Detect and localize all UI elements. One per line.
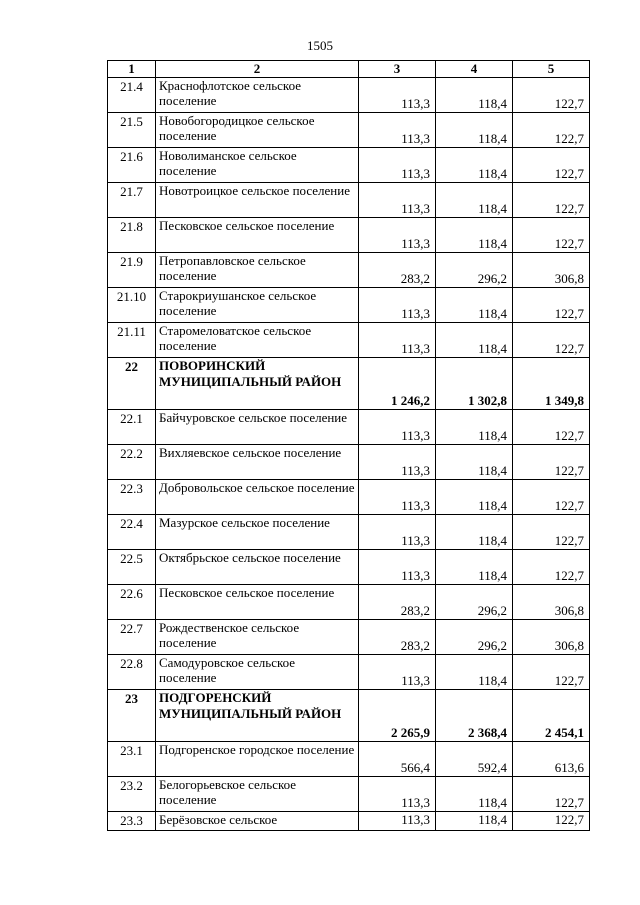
row-number-cell: 22.4 [108, 515, 156, 550]
value-col5-cell: 122,7 [513, 78, 590, 113]
value-col4-cell: 118,4 [436, 515, 513, 550]
value-col5-cell: 122,7 [513, 480, 590, 515]
value-col4-cell: 118,4 [436, 655, 513, 690]
value-col3-cell: 113,3 [359, 777, 436, 812]
value-col4-cell: 118,4 [436, 777, 513, 812]
value-col5-cell: 306,8 [513, 585, 590, 620]
value-col4-cell: 118,4 [436, 410, 513, 445]
value-col5-cell: 122,7 [513, 410, 590, 445]
table-row [108, 218, 590, 253]
page-number: 1505 [307, 38, 333, 53]
table-row [108, 445, 590, 480]
row-number-cell: 22.1 [108, 410, 156, 445]
table-row [108, 410, 590, 445]
row-name-cell: Берёзовское сельское [156, 812, 359, 831]
row-name-cell: Песковское сельское поселение [156, 585, 359, 620]
row-name-cell: Песковское сельское поселение [156, 218, 359, 253]
row-name-cell: Старомеловатское сельское поселение [156, 323, 359, 358]
header-row [108, 61, 590, 78]
value-col5-cell: 306,8 [513, 253, 590, 288]
row-number-cell: 21.7 [108, 183, 156, 218]
value-col5-cell: 122,7 [513, 445, 590, 480]
value-col5-cell: 122,7 [513, 323, 590, 358]
budget-table [107, 60, 590, 831]
row-name-cell: Подгоренское городское поселение [156, 742, 359, 777]
row-name-cell: Новотроицкое сельское поселение [156, 183, 359, 218]
value-col4-cell: 118,4 [436, 183, 513, 218]
row-number-cell: 23.1 [108, 742, 156, 777]
value-col4-cell: 2 368,4 [436, 690, 513, 742]
table-row [108, 288, 590, 323]
value-col3-cell: 113,3 [359, 445, 436, 480]
value-col3-cell: 283,2 [359, 253, 436, 288]
table-row [108, 253, 590, 288]
table-row [108, 812, 590, 831]
value-col3-cell: 566,4 [359, 742, 436, 777]
table-row [108, 777, 590, 812]
value-col3-cell: 113,3 [359, 515, 436, 550]
table-header [108, 61, 590, 78]
value-col5-cell: 2 454,1 [513, 690, 590, 742]
row-name-cell: ПОДГОРЕНСКИЙ МУНИЦИПАЛЬНЫЙ РАЙОН [156, 690, 359, 742]
value-col3-cell: 113,3 [359, 78, 436, 113]
district-row [108, 690, 590, 742]
row-name-cell: Белогорьевское сельское поселение [156, 777, 359, 812]
value-col3-cell: 1 246,2 [359, 358, 436, 410]
value-col3-cell: 113,3 [359, 323, 436, 358]
row-name-cell: Новолиманское сельское поселение [156, 148, 359, 183]
row-number-cell: 23.3 [108, 812, 156, 831]
value-col5-cell: 1 349,8 [513, 358, 590, 410]
table-row [108, 515, 590, 550]
row-number-cell: 22.6 [108, 585, 156, 620]
value-col4-cell: 118,4 [436, 218, 513, 253]
value-col3-cell: 113,3 [359, 655, 436, 690]
row-name-cell: Краснофлотское сельское поселение [156, 78, 359, 113]
value-col5-cell: 122,7 [513, 655, 590, 690]
value-col4-cell: 118,4 [436, 323, 513, 358]
value-col4-cell: 118,4 [436, 78, 513, 113]
value-col3-cell: 113,3 [359, 288, 436, 323]
value-col3-cell: 113,3 [359, 113, 436, 148]
row-number-cell: 22.5 [108, 550, 156, 585]
table-row [108, 655, 590, 690]
row-number-cell: 22 [108, 358, 156, 410]
value-col4-cell: 118,4 [436, 288, 513, 323]
value-col4-cell: 296,2 [436, 585, 513, 620]
row-name-cell: Новобогородицкое сельское поселение [156, 113, 359, 148]
row-name-cell: Старокриушанское сельское поселение [156, 288, 359, 323]
value-col3-cell: 2 265,9 [359, 690, 436, 742]
value-col3-cell: 113,3 [359, 550, 436, 585]
row-number-cell: 23.2 [108, 777, 156, 812]
column-header-4: 4 [436, 61, 513, 78]
value-col3-cell: 113,3 [359, 183, 436, 218]
table-body [108, 78, 590, 831]
row-name-cell: Рождественское сельское поселение [156, 620, 359, 655]
row-number-cell: 22.3 [108, 480, 156, 515]
row-name-cell: Самодуровское сельское поселение [156, 655, 359, 690]
column-header-1: 1 [108, 61, 156, 78]
value-col5-cell: 122,7 [513, 288, 590, 323]
row-number-cell: 22.7 [108, 620, 156, 655]
value-col3-cell: 113,3 [359, 148, 436, 183]
value-col5-cell: 122,7 [513, 812, 590, 831]
row-number-cell: 21.11 [108, 323, 156, 358]
table-row [108, 550, 590, 585]
row-name-cell: ПОВОРИНСКИЙ МУНИЦИПАЛЬНЫЙ РАЙОН [156, 358, 359, 410]
value-col4-cell: 1 302,8 [436, 358, 513, 410]
row-number-cell: 21.8 [108, 218, 156, 253]
value-col4-cell: 118,4 [436, 445, 513, 480]
value-col4-cell: 296,2 [436, 620, 513, 655]
value-col3-cell: 113,3 [359, 410, 436, 445]
district-row [108, 358, 590, 410]
value-col5-cell: 122,7 [513, 183, 590, 218]
row-name-cell: Петропавловское сельское поселение [156, 253, 359, 288]
row-name-cell: Байчуровское сельское поселение [156, 410, 359, 445]
table-row [108, 183, 590, 218]
value-col3-cell: 113,3 [359, 812, 436, 831]
value-col4-cell: 118,4 [436, 812, 513, 831]
column-header-3: 3 [359, 61, 436, 78]
table-row [108, 620, 590, 655]
column-header-2: 2 [156, 61, 359, 78]
row-number-cell: 21.10 [108, 288, 156, 323]
value-col4-cell: 118,4 [436, 113, 513, 148]
column-header-5: 5 [513, 61, 590, 78]
row-number-cell: 22.8 [108, 655, 156, 690]
row-name-cell: Мазурское сельское поселение [156, 515, 359, 550]
table-row [108, 148, 590, 183]
value-col5-cell: 122,7 [513, 113, 590, 148]
value-col5-cell: 122,7 [513, 777, 590, 812]
row-number-cell: 21.9 [108, 253, 156, 288]
value-col4-cell: 118,4 [436, 148, 513, 183]
value-col5-cell: 613,6 [513, 742, 590, 777]
row-number-cell: 23 [108, 690, 156, 742]
table-row [108, 78, 590, 113]
row-name-cell: Октябрьское сельское поселение [156, 550, 359, 585]
table-row [108, 323, 590, 358]
row-number-cell: 21.5 [108, 113, 156, 148]
value-col4-cell: 118,4 [436, 480, 513, 515]
table-row [108, 585, 590, 620]
row-number-cell: 22.2 [108, 445, 156, 480]
table-row [108, 480, 590, 515]
row-name-cell: Добровольское сельское поселение [156, 480, 359, 515]
value-col4-cell: 118,4 [436, 550, 513, 585]
value-col4-cell: 296,2 [436, 253, 513, 288]
table-row [108, 113, 590, 148]
value-col5-cell: 122,7 [513, 218, 590, 253]
value-col5-cell: 122,7 [513, 148, 590, 183]
row-number-cell: 21.4 [108, 78, 156, 113]
value-col3-cell: 113,3 [359, 218, 436, 253]
value-col5-cell: 122,7 [513, 515, 590, 550]
value-col5-cell: 122,7 [513, 550, 590, 585]
row-number-cell: 21.6 [108, 148, 156, 183]
value-col4-cell: 592,4 [436, 742, 513, 777]
table-row [108, 742, 590, 777]
value-col3-cell: 283,2 [359, 585, 436, 620]
value-col3-cell: 113,3 [359, 480, 436, 515]
row-name-cell: Вихляевское сельское поселение [156, 445, 359, 480]
value-col3-cell: 283,2 [359, 620, 436, 655]
value-col5-cell: 306,8 [513, 620, 590, 655]
